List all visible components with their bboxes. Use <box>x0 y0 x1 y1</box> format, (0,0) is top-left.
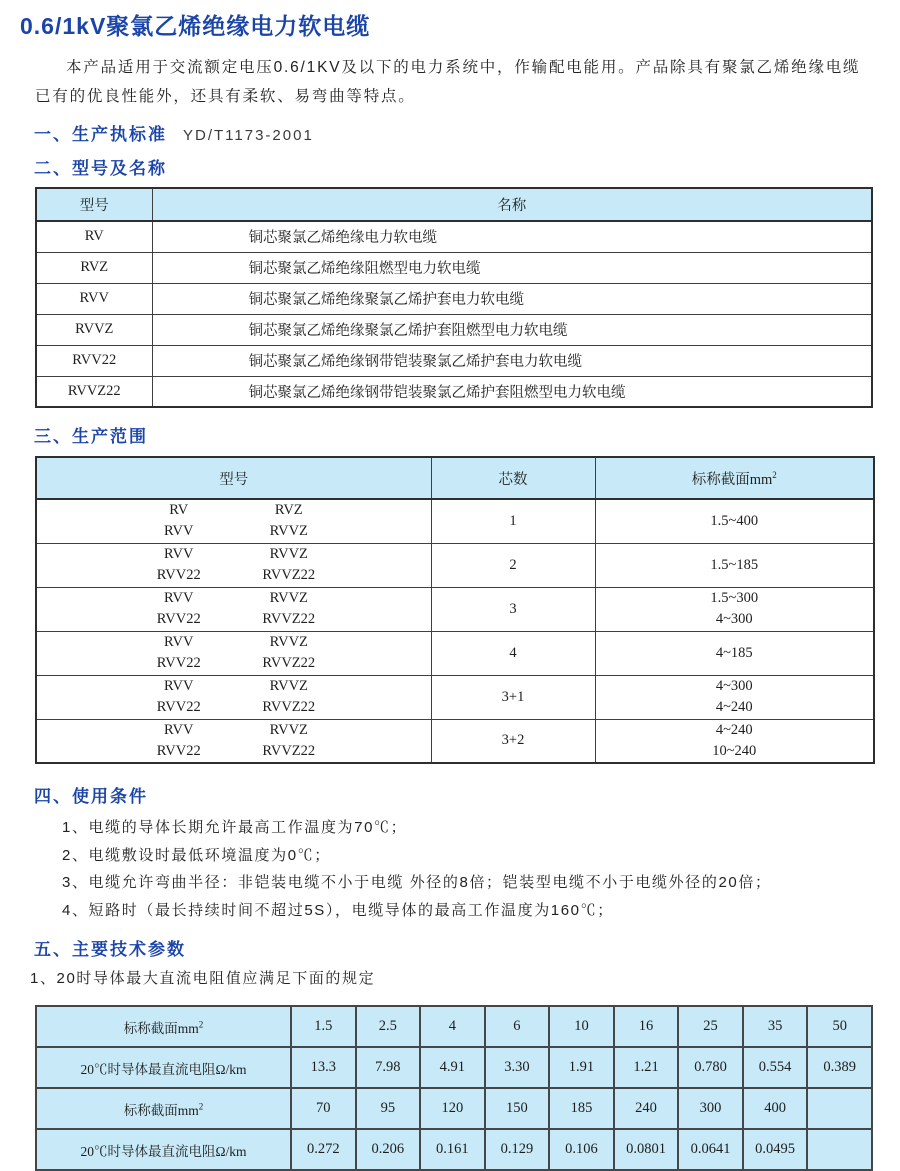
table-row <box>36 283 872 314</box>
cores-cell: 2 <box>431 543 595 587</box>
row-label: 20℃时导体最直流电阻Ω/km <box>36 1047 291 1088</box>
value-cell: 10 <box>549 1006 614 1047</box>
section-cell: 1.5~185 <box>595 543 874 587</box>
section-cell: 4~240 10~240 <box>595 719 874 763</box>
table-row <box>36 1047 872 1088</box>
value-cell: 185 <box>549 1088 614 1129</box>
model-cell: RVV <box>36 283 152 314</box>
value-cell: 300 <box>678 1088 743 1129</box>
table-row <box>36 1006 872 1047</box>
value-cell: 3.30 <box>485 1047 550 1088</box>
model-cell: RVVZ22 <box>36 376 152 407</box>
condition-item: 3、电缆允许弯曲半径：非铠装电缆不小于电缆 外径的8倍；铠装型电缆不小于电缆外径的20倍； <box>62 874 772 891</box>
model-cell: RVZ <box>36 252 152 283</box>
value-cell <box>807 1088 872 1129</box>
section-conditions <box>34 785 873 809</box>
name-cell: 铜芯聚氯乙烯绝缘聚氯乙烯护套电力软电缆 <box>152 283 872 314</box>
table-row <box>36 675 874 719</box>
name-cell: 铜芯聚氯乙烯绝缘钢带铠装聚氯乙烯护套阻燃型电力软电缆 <box>152 376 872 407</box>
table-row <box>36 1088 872 1129</box>
value-cell: 4.91 <box>420 1047 485 1088</box>
row-label: 20℃时导体最直流电阻Ω/km <box>36 1129 291 1170</box>
section-parameters-heading: 五、主要技术参数 <box>34 940 186 959</box>
header-section-sup: 2 <box>772 469 777 480</box>
section-cell: 4~300 4~240 <box>595 675 874 719</box>
table-row <box>36 543 874 587</box>
section-conditions-heading: 四、使用条件 <box>34 787 148 806</box>
models-cell: RVV RVVZ RVV22 RVVZ22 <box>36 631 431 675</box>
value-cell: 0.0801 <box>614 1129 679 1170</box>
section-cell: 1.5~400 <box>595 499 874 543</box>
models-cell: RV RVZ RVV RVVZ <box>36 499 431 543</box>
cores-cell: 4 <box>431 631 595 675</box>
condition-item: 2、电缆敷设时最低环境温度为0℃； <box>62 846 331 864</box>
section-range-heading: 三、生产范围 <box>34 427 148 446</box>
model-name-table <box>35 187 873 408</box>
parameters-note: 1、20时导体最大直流电阻值应满足下面的规定 <box>30 970 376 987</box>
value-cell: 25 <box>678 1006 743 1047</box>
models-cell: RVV RVVZ RVV22 RVVZ22 <box>36 587 431 631</box>
name-cell: 铜芯聚氯乙烯绝缘钢带铠装聚氯乙烯护套电力软电缆 <box>152 345 872 376</box>
table-row <box>36 314 872 345</box>
value-cell: 1.5 <box>291 1006 356 1047</box>
name-cell: 铜芯聚氯乙烯绝缘阻燃型电力软电缆 <box>152 252 872 283</box>
cores-cell: 1 <box>431 499 595 543</box>
header-cell-model: 型号 <box>36 457 431 499</box>
name-cell: 铜芯聚氯乙烯绝缘电力软电缆 <box>152 221 872 252</box>
value-cell: 13.3 <box>291 1047 356 1088</box>
value-cell: 240 <box>614 1088 679 1129</box>
value-cell: 0.780 <box>678 1047 743 1088</box>
models-cell: RVV RVVZ RVV22 RVVZ22 <box>36 719 431 763</box>
table-header-row <box>36 188 872 221</box>
section-standard <box>34 123 873 147</box>
value-cell: 0.161 <box>420 1129 485 1170</box>
table-header-row <box>36 457 874 499</box>
section-models <box>34 157 873 181</box>
header-cell-model: 型号 <box>36 188 152 221</box>
value-cell: 6 <box>485 1006 550 1047</box>
cores-cell: 3+1 <box>431 675 595 719</box>
condition-item: 4、短路时（最长持续时间不超过5S），电缆导体的最高工作温度为160℃； <box>62 901 614 919</box>
value-cell: 0.129 <box>485 1129 550 1170</box>
cores-cell: 3+2 <box>431 719 595 763</box>
header-cell-cores: 芯数 <box>431 457 595 499</box>
value-cell: 400 <box>743 1088 808 1129</box>
value-cell: 95 <box>356 1088 421 1129</box>
name-cell: 铜芯聚氯乙烯绝缘聚氯乙烯护套阻燃型电力软电缆 <box>152 314 872 345</box>
table-row <box>36 1129 872 1170</box>
table-row <box>36 221 872 252</box>
model-cell: RVV22 <box>36 345 152 376</box>
table-row <box>36 499 874 543</box>
intro-paragraph: 本产品适用于交流额定电压0.6/1KV及以下的电力系统中，作输配电能用。产品除具有聚氯乙烯绝缘电缆已有的优良性能外，还具有柔软、易弯曲等特点。 <box>35 59 861 105</box>
row-label: 标称截面$mm^2$ <box>36 1006 291 1047</box>
value-cell: 0.272 <box>291 1129 356 1170</box>
resistance-table <box>35 1005 873 1171</box>
section-standard-heading: 一、生产执标准 <box>34 125 167 144</box>
header-cell-section <box>595 457 874 499</box>
value-cell: 2.5 <box>356 1006 421 1047</box>
value-cell: 0.0495 <box>743 1129 808 1170</box>
value-cell: 0.206 <box>356 1129 421 1170</box>
value-cell: 7.98 <box>356 1047 421 1088</box>
table-row <box>36 587 874 631</box>
section-range <box>34 425 873 449</box>
model-cell: RV <box>36 221 152 252</box>
page-title: 0.6/1kV聚氯乙烯绝缘电力软电缆 <box>20 13 371 39</box>
models-cell: RVV RVVZ RVV22 RVVZ22 <box>36 543 431 587</box>
model-cell: RVVZ <box>36 314 152 345</box>
condition-item: 1、电缆的导体长期允许最高工作温度为70℃； <box>62 819 408 836</box>
section-cell: 4~185 <box>595 631 874 675</box>
section-models-heading: 二、型号及名称 <box>34 159 167 178</box>
table-row <box>36 252 872 283</box>
models-cell: RVV RVVZ RVV22 RVVZ22 <box>36 675 431 719</box>
value-cell: 1.91 <box>549 1047 614 1088</box>
value-cell: 150 <box>485 1088 550 1129</box>
conditions-list <box>62 814 873 924</box>
value-cell: 120 <box>420 1088 485 1129</box>
cores-cell: 3 <box>431 587 595 631</box>
table-row <box>36 631 874 675</box>
value-cell: 1.21 <box>614 1047 679 1088</box>
value-cell: 0.106 <box>549 1129 614 1170</box>
header-section-label: 标称截面mm <box>691 471 773 488</box>
row-label: 标称截面$mm^2$ <box>36 1088 291 1129</box>
value-cell: 35 <box>743 1006 808 1047</box>
value-cell: 16 <box>614 1006 679 1047</box>
section-parameters <box>34 938 873 962</box>
header-cell-name: 名称 <box>152 188 872 221</box>
value-cell: 0.0641 <box>678 1129 743 1170</box>
production-range-table <box>35 456 875 764</box>
table-row <box>36 345 872 376</box>
table-row <box>36 376 872 407</box>
value-cell: 70 <box>291 1088 356 1129</box>
value-cell: 4 <box>420 1006 485 1047</box>
value-cell: 0.389 <box>807 1047 872 1088</box>
value-cell: 0.554 <box>743 1047 808 1088</box>
section-cell: 1.5~300 4~300 <box>595 587 874 631</box>
standard-code: YD/T1173-2001 <box>183 127 314 144</box>
value-cell <box>807 1129 872 1170</box>
value-cell: 50 <box>807 1006 872 1047</box>
table-row <box>36 719 874 763</box>
